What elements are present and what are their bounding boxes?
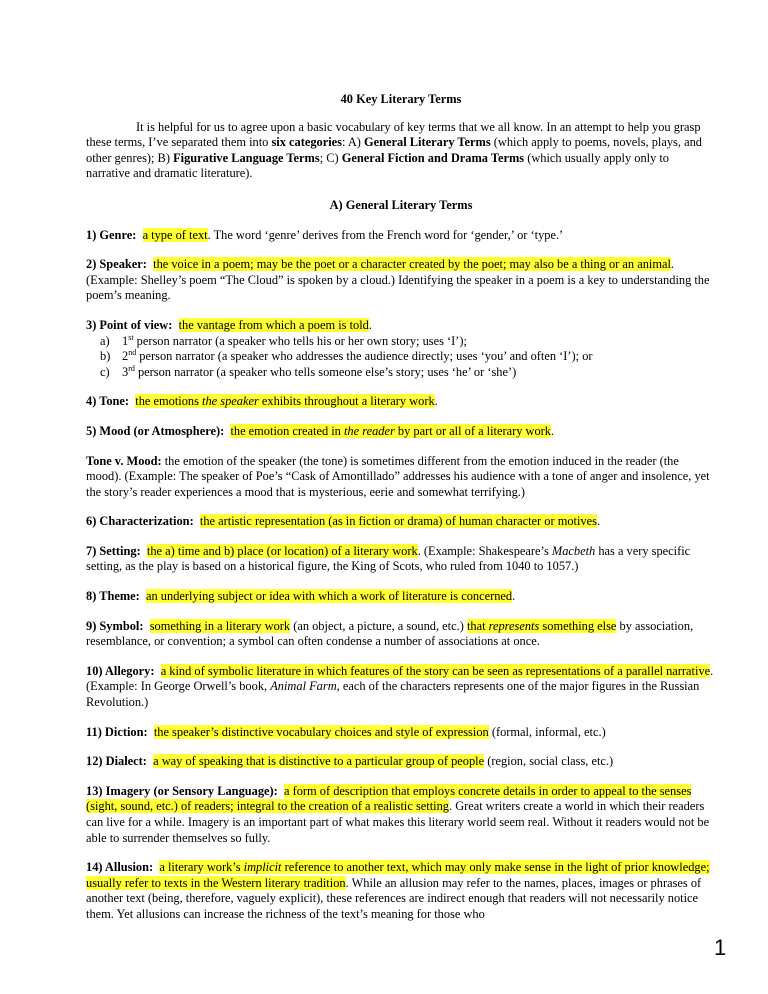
term-tone: 4) Tone: the emotions the speaker exhibits throughout a literary work. <box>86 394 438 409</box>
term-definition: a type of text <box>142 227 208 242</box>
document-page <box>86 92 716 937</box>
term-mood: 5) Mood (or Atmosphere): the emotion created in the reader by part or all of a literary work. <box>86 423 555 438</box>
category-b: Figurative Language Terms <box>173 150 320 165</box>
term-tone-vs-mood: Tone v. Mood: the emotion of the speaker (the tone) is sometimes different from the emotion induced in the reader (the mood). (Example: The speaker of Poe’s “Cask of Amontillado” addresses his audience with a tone of anger and insolence, yet the story’s reader experiences a mood that is mysterious, eerie and somewhat terrifying.) <box>86 453 710 499</box>
six-categories: six categories <box>271 135 342 150</box>
term-label: 9) Symbol: <box>86 618 144 633</box>
term-definition: something in a literary work <box>149 618 291 633</box>
page-number: 1 <box>714 935 727 960</box>
term-definition: a form of description that employs concrete details in order to appeal to the senses (sight, sound, etc.) of readers; integral to the creation of a realistic setting <box>86 783 692 814</box>
category-c: General Fiction and Drama Terms <box>341 150 525 165</box>
term-definition: a way of speaking that is distinctive to a particular group of people <box>153 754 485 769</box>
term-definition: a literary work’s implicit reference to another text, which may only make sense in the light of prior knowledge; usually refer to texts in the Western literary tradition <box>86 860 710 890</box>
term-label: 2) Speaker: <box>86 257 147 272</box>
term-definition: the artistic representation (as in fiction or drama) of human character or motives <box>199 514 597 529</box>
list-item: a) 1st person narrator (a speaker who tells his or her own story; uses ‘I’); <box>100 332 467 348</box>
category-a: General Literary Terms <box>364 135 491 150</box>
term-dialect: 12) Dialect: a way of speaking that is distinctive to a particular group of people (region, social class, etc.) <box>86 754 614 769</box>
term-setting: 7) Setting: the a) time and b) place (or location) of a literary work. (Example: Shakespeare’s Macbeth has a very specific setting, as the play is based on a historical figure, the King of Scots, who ruled from 1040 to 1057.) <box>86 543 691 574</box>
term-definition: the speaker’s distinctive vocabulary choices and style of expression <box>153 724 489 739</box>
pov-list <box>86 334 716 381</box>
term-label: 1) Genre: <box>86 227 137 242</box>
term-label: 11) Diction: <box>86 724 148 739</box>
term-definition: the emotion created in the reader by part or all of a literary work <box>230 423 551 438</box>
term-label: 8) Theme: <box>86 589 140 604</box>
term-definition: that represents something else <box>466 618 617 633</box>
section-a-heading: A) General Literary Terms <box>329 197 473 212</box>
term-diction: 11) Diction: the speaker’s distinctive vocabulary choices and style of expression (formal, informal, etc.) <box>86 724 606 739</box>
term-definition: an underlying subject or idea with which a work of literature is concerned <box>146 589 513 604</box>
term-label: 4) Tone: <box>86 394 130 409</box>
term-label: 14) Allusion: <box>86 860 154 875</box>
list-item: b) 2nd person narrator (a speaker who addresses the audience directly; uses ‘you’ and often ‘I’); or <box>100 348 593 364</box>
term-theme: 8) Theme: an underlying subject or idea with which a work of literature is concerned. <box>86 589 516 604</box>
term-label: 13) Imagery (or Sensory Language): <box>86 783 278 798</box>
document-title: 40 Key Literary Terms <box>340 92 462 106</box>
term-point-of-view: 3) Point of view: the vantage from which a poem is told. a) 1st person narrator (a speaker who tells his or her own story; uses ‘I’); b) 2nd person narrator (a speaker who addresses the audience directly; uses ‘you’ and often ‘I’); or c) 3rd person narrator (a speaker who tells someone else’s story; uses ‘he’ or ‘she’) <box>86 318 716 380</box>
term-allegory: 10) Allegory: a kind of symbolic literature in which features of the story can be seen as representations of a parallel narrative. (Example: In George Orwell’s book, Animal Farm, each of the characters represents one of the major figures in the Russian Revolution.) <box>86 663 714 710</box>
term-allusion: 14) Allusion: a literary work’s implicit reference to another text, which may only make sense in the light of prior knowledge; usually refer to texts in the Western literary tradition. While an allusion may refer to the names, places, images or phrases of another text (being, therefore, vaguely explicit), these references are indirect enough that readers will not necessarily notice them. Yet allusions can increase the richness of the text’s meaning for those who <box>86 860 710 921</box>
term-label: Tone v. Mood: <box>86 453 162 468</box>
term-definition: the voice in a poem; may be the poet or a character created by the poet; may also be a thing or an animal <box>153 257 671 272</box>
term-label: 7) Setting: <box>86 543 141 558</box>
intro-paragraph: It is helpful for us to agree upon a basic vocabulary of key terms that we all know. In an attempt to help you grasp these terms, I’ve separated them into six categories: A) General Literary Terms (which apply to poems, novels, plays, and other genres); B) Figurative Language Terms; C) General Fiction and Drama Terms (which usually apply only to narrative and dramatic literature). <box>86 119 702 181</box>
term-label: 6) Characterization: <box>86 514 194 529</box>
term-label: 10) Allegory: <box>86 663 155 678</box>
term-speaker: 2) Speaker: the voice in a poem; may be the poet or a character created by the poet; may also be a thing or an animal. (Example: Shelley’s poem “The Cloud” is spoken by a cloud.) Identifying the speaker in a poem is a key to understanding the poem’s meaning. <box>86 257 710 303</box>
list-item: c) 3rd person narrator (a speaker who tells someone else’s story; uses ‘he’ or ‘she’) <box>100 363 517 379</box>
term-label: 5) Mood (or Atmosphere): <box>86 423 225 438</box>
term-characterization: 6) Characterization: the artistic representation (as in fiction or drama) of human character or motives. <box>86 514 601 529</box>
term-symbol: 9) Symbol: something in a literary work (an object, a picture, a sound, etc.) that represents something else by association, resemblance, or convention; a symbol can often condense a number of associations at once. <box>86 618 694 649</box>
term-genre: 1) Genre: a type of text. The word ‘genre’ derives from the French word for ‘gender,’ or ‘type.’ <box>86 227 564 242</box>
term-definition: the vantage from which a poem is told <box>178 317 369 332</box>
term-label: 3) Point of view: <box>86 317 173 332</box>
term-label: 12) Dialect: <box>86 754 147 769</box>
term-definition: the a) time and b) place (or location) of a literary work <box>146 543 418 558</box>
term-definition: the emotions the speaker exhibits throughout a literary work <box>135 394 435 409</box>
term-definition: a kind of symbolic literature in which features of the story can be seen as representations of a parallel narrative <box>160 663 711 678</box>
term-imagery: 13) Imagery (or Sensory Language): a form of description that employs concrete details in order to appeal to the senses (sight, sound, etc.) of readers; integral to the creation of a realistic setting. Great writers create a world in which their readers can live for a while. Imagery is an important part of what makes this literary world seem real. Without it readers would not be able to surrender themselves so fully. <box>86 783 710 845</box>
